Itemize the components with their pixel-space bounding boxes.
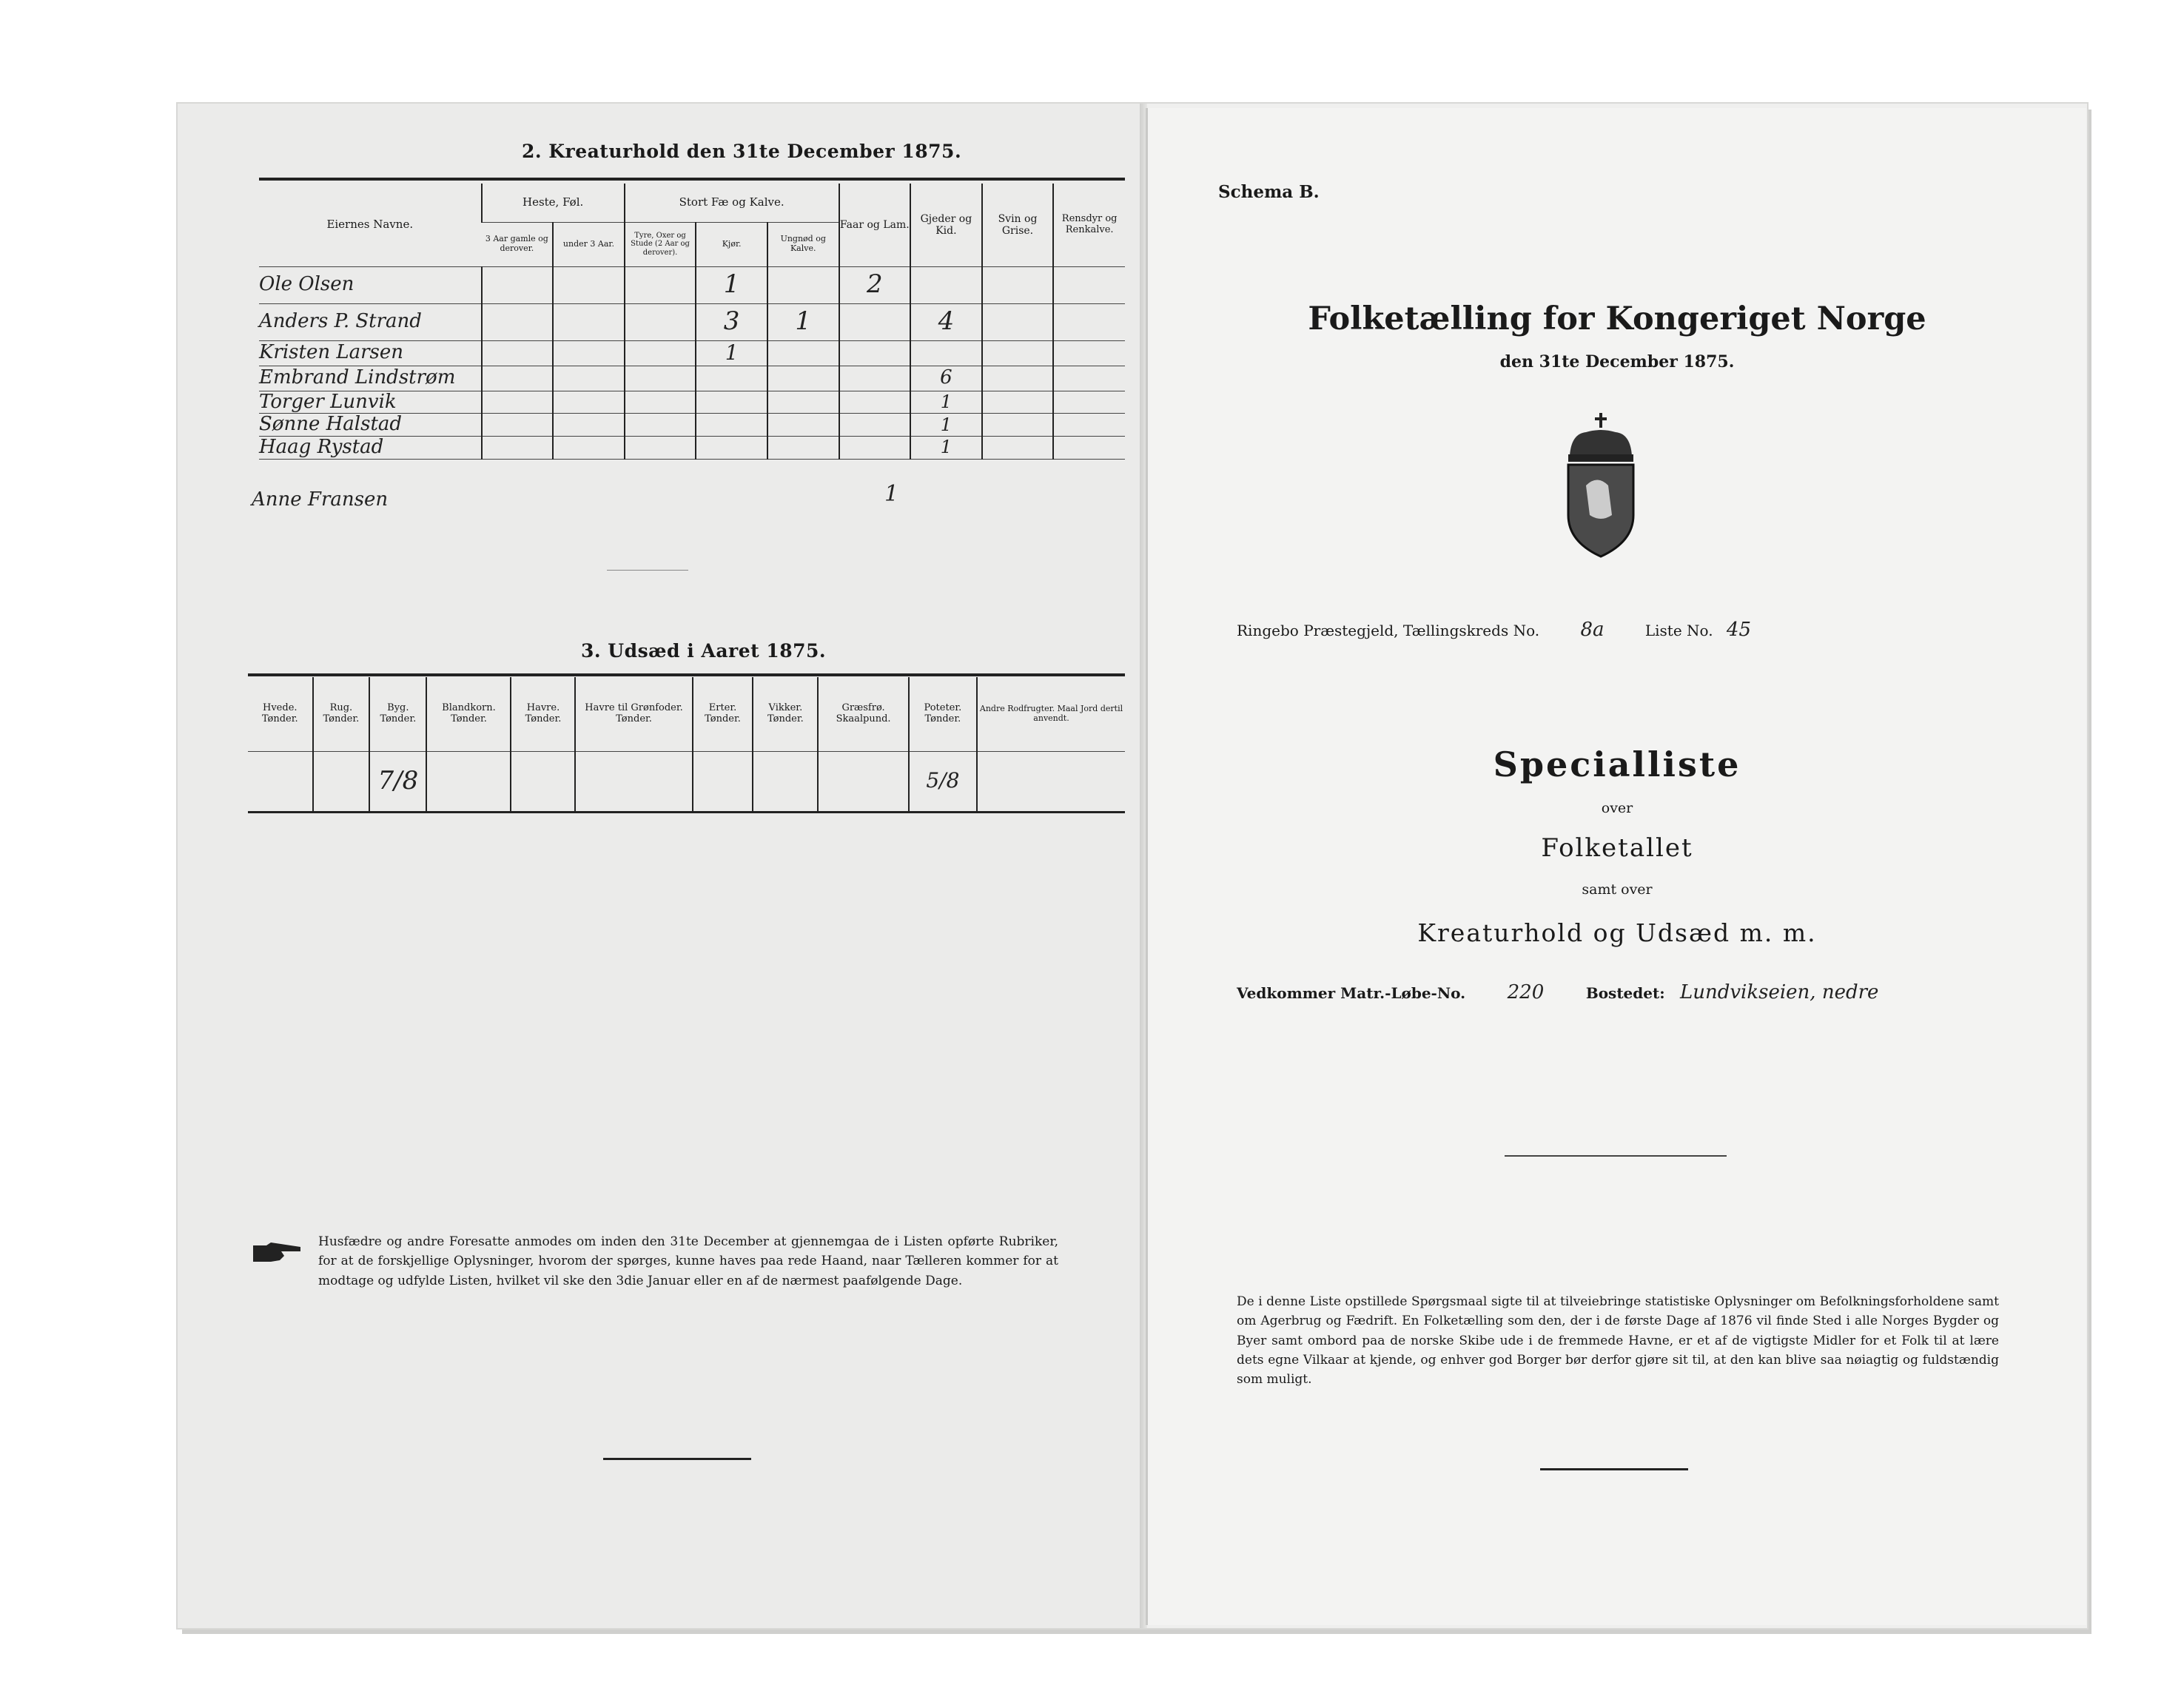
over-text: over	[1601, 800, 1633, 816]
udsaed-col-hvede: Hvede. Tønder.	[248, 677, 313, 751]
owner-name: Anders P. Strand	[259, 310, 422, 333]
main-subtitle: den 31te December 1875.	[1499, 352, 1735, 371]
udsaed-col-graesfro: Græsfrø. Skaalpund.	[818, 677, 908, 751]
gjeder-count: 1	[940, 391, 952, 412]
udsaed-table	[248, 677, 1125, 813]
right-page	[1146, 108, 2086, 1625]
col-stort-sub1: Tyre, Oxer og Stude (2 Aar og derover).	[625, 222, 696, 266]
matr-label: Vedkommer Matr.-Løbe-No.	[1237, 984, 1466, 1002]
gjeder-count: 4	[938, 306, 955, 337]
col-heste-sub2: under 3 Aar.	[553, 222, 625, 266]
col-heste: Heste, Føl.	[482, 184, 625, 222]
extra-owner-name: Anne Fransen	[252, 488, 389, 511]
table-row	[259, 266, 1125, 303]
kreaturhold-title: 2. Kreaturhold den 31te December 1875.	[522, 141, 962, 162]
poteter-value: 5/8	[926, 768, 960, 793]
owner-name: Ole Olsen	[259, 273, 355, 296]
udsaed-col-rug: Rug. Tønder.	[313, 677, 370, 751]
table-row	[259, 303, 1125, 340]
udsaed-top-rule	[248, 673, 1125, 676]
owner-name: Sønne Halstad	[259, 413, 403, 436]
col-faar: Faar og Lam.	[839, 184, 911, 266]
udsaed-title: 3. Udsæd i Aaret 1875.	[581, 640, 827, 662]
folketallet-heading: Folketallet	[1541, 833, 1693, 863]
owner-name: Torger Lunvik	[259, 390, 397, 413]
kreatur-udsaed-heading: Kreaturhold og Udsæd m. m.	[1417, 918, 1817, 947]
owner-name: Haag Rystad	[259, 436, 384, 459]
schema-label: Schema B.	[1218, 182, 1320, 202]
divider	[1505, 1155, 1727, 1157]
census-sheet	[178, 104, 2087, 1628]
col-rensdyr: Rensdyr og Renkalve.	[1053, 184, 1125, 266]
kreaturhold-table	[259, 184, 1125, 460]
table-row	[259, 437, 1125, 460]
udsaed-col-erter: Erter. Tønder.	[693, 677, 753, 751]
bosted-label: Bostedet:	[1585, 984, 1665, 1002]
table-row	[259, 366, 1125, 391]
top-rule	[259, 178, 1125, 181]
col-stort-sub2: Kjør.	[696, 222, 767, 266]
specialliste-heading: Specialliste	[1493, 744, 1741, 784]
udsaed-col-havre-gronfoder: Havre til Grønfoder. Tønder.	[575, 677, 692, 751]
kjor-count: 3	[723, 306, 740, 337]
udsaed-col-rodfrugter: Andre Rodfrugter. Maal Jord dertil anvendt.	[977, 677, 1125, 751]
table-row	[259, 414, 1125, 437]
info-text: De i denne Liste opstillede Spørgsmaal sigte til at tilveiebringe statistiske Oplysninger om Befolkningsforholdene samt om Agerbrug og Fædrift. En Folketælling som den, der i de første Dage af 1876 vil finde Sted i alle Norges Bygder og Byer samt ombord paa de norske Skibe ude i de fremmede Havne, er et af de vigtigste Midler for et Folk til at lære dets egne Vilkaar at kjende, og enhver god Borger bør derfor gjøre sit til, at den kan blive saa nøiagtig og fuldstændig som muligt.	[1237, 1294, 1999, 1388]
matr-value: 220	[1507, 981, 1545, 1003]
owner-name: Embrand Lindstrøm	[259, 366, 456, 389]
udsaed-col-blandkorn: Blandkorn. Tønder.	[426, 677, 511, 751]
bottom-rule	[603, 1458, 751, 1460]
faar-count: 2	[866, 269, 883, 300]
byg-value: 7/8	[377, 765, 419, 796]
col-owner: Eiernes Navne.	[259, 184, 482, 266]
col-svin: Svin og Grise.	[982, 184, 1054, 266]
udsaed-col-vikker: Vikker. Tønder.	[753, 677, 818, 751]
left-page	[178, 104, 1140, 1628]
extra-faar-count: 1	[884, 481, 899, 507]
table-row	[259, 391, 1125, 414]
gjeder-count: 6	[940, 366, 952, 389]
col-gjeder: Gjeder og Kid.	[910, 184, 982, 266]
liste-label: Liste No.	[1644, 622, 1713, 639]
pointing-hand-icon	[252, 1240, 305, 1266]
bosted-value: Lundvikseien, nedre	[1679, 981, 1879, 1003]
gjeder-count: 1	[940, 414, 952, 435]
table-row	[248, 751, 1125, 812]
kjor-count: 1	[725, 340, 739, 365]
bottom-rule	[1540, 1468, 1688, 1470]
kreds-label: Tællingskreds No.	[1402, 622, 1540, 639]
prestegjeld-name: Ringebo	[1237, 622, 1299, 639]
samt-over-text: samt over	[1582, 881, 1653, 898]
coat-of-arms-icon	[1556, 411, 1645, 559]
col-stort-sub3: Ungnød og Kalve.	[767, 222, 839, 266]
divider	[607, 570, 688, 571]
table-row	[259, 340, 1125, 366]
udsaed-col-poteter: Poteter. Tønder.	[909, 677, 977, 751]
col-heste-sub1: 3 Aar gamle og derover.	[482, 222, 554, 266]
udsaed-col-byg: Byg. Tønder.	[369, 677, 426, 751]
kjor-count: 1	[723, 269, 740, 300]
gjeder-count: 1	[940, 437, 952, 458]
notice-text: Husfædre og andre Foresatte anmodes om inden den 31te December at gjennemgaa de i Listen opførte Rubriker, for at de forskjellige Oplysninger, hvorom der spørges, kunne haves paa rede Haand, naar Tælleren kommer for at modtage og udfylde Listen, hvilket vil ske den 3die Januar eller en af de nærmest paafølgende Dage.	[318, 1234, 1058, 1288]
liste-value: 45	[1726, 619, 1752, 641]
col-stort: Stort Fæ og Kalve.	[625, 184, 839, 222]
matr-line	[1237, 981, 1878, 1003]
udsaed-col-havre: Havre. Tønder.	[511, 677, 575, 751]
prestegjeld-label: Præstegjeld,	[1303, 622, 1399, 639]
ungnod-count: 1	[795, 306, 812, 337]
kreds-value: 8a	[1580, 619, 1605, 641]
main-title: Folketælling for Kongeriget Norge	[1308, 300, 1926, 337]
owner-name: Kristen Larsen	[259, 341, 404, 364]
location-line	[1237, 619, 1751, 641]
